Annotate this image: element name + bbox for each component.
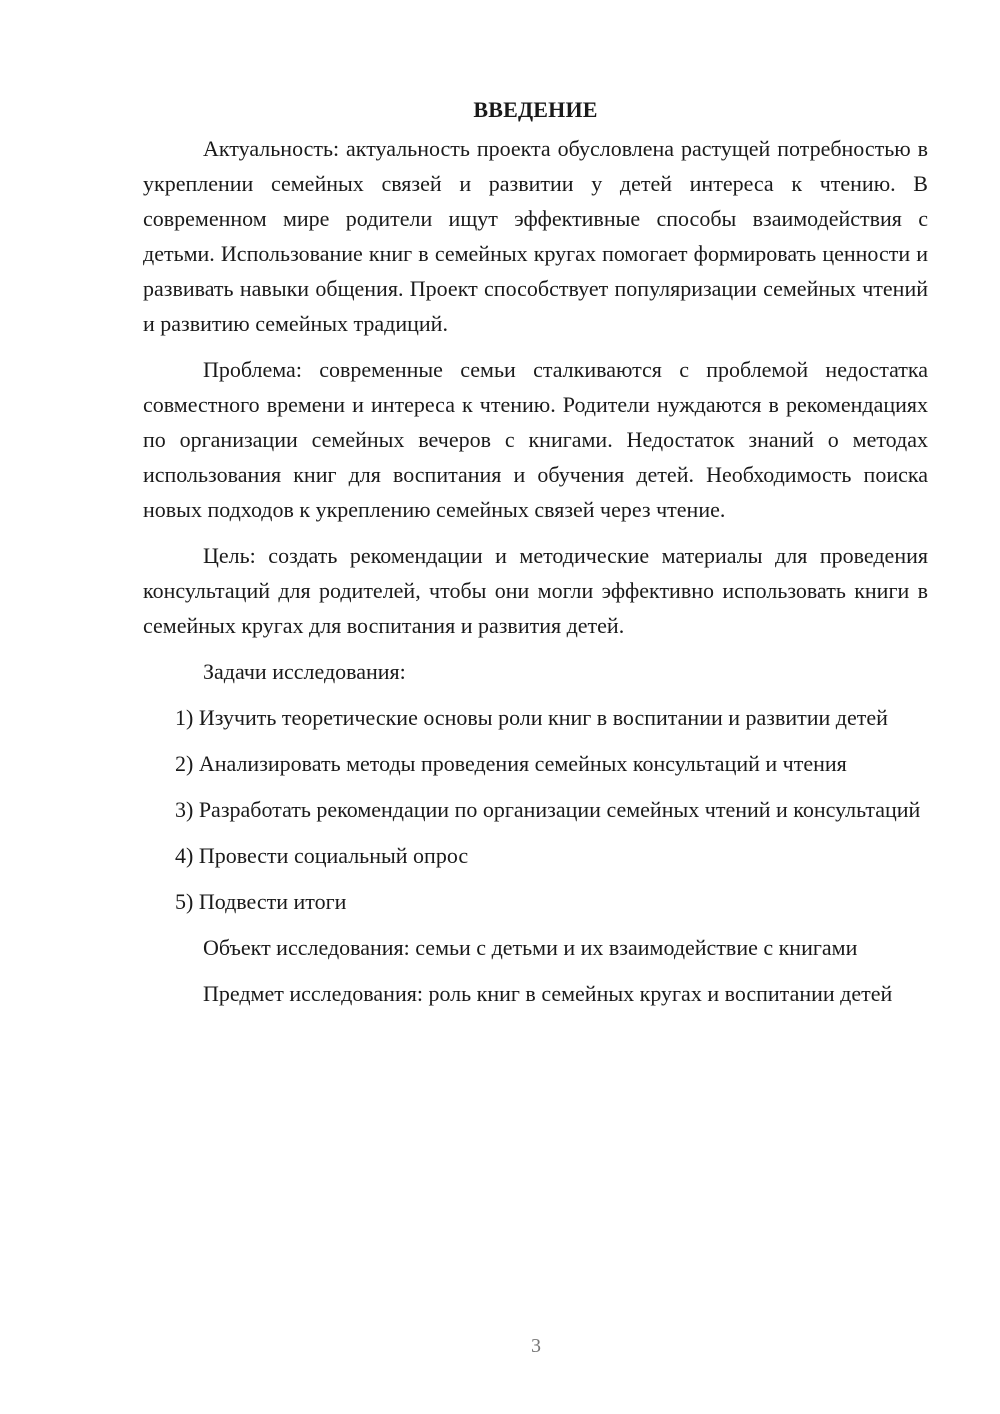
section-title: ВВЕДЕНИЕ <box>473 97 598 122</box>
object-paragraph: Объект исследования: семьи с детьми и их взаимодействие с книгами <box>203 935 858 960</box>
problem-paragraph: Проблема: современные семьи сталкиваются с проблемой недостатка совместного времени и интереса к чтению. Родители нуждаются в рекомендациях по организации семейных вечеров с книгами. Недостаток знаний о методах использования книг для воспитания и обучения детей. Необходимость поиска новых подходов к укреплению семейных связей через чтение. <box>143 357 928 522</box>
subject-paragraph: Предмет исследования: роль книг в семейных кругах и воспитании детей <box>203 981 893 1006</box>
task-item-1: 1) Изучить теоретические основы роли книг в воспитании и развитии детей <box>175 705 888 730</box>
goal-paragraph: Цель: создать рекомендации и методические материалы для проведения консультаций для родителей, чтобы они могли эффективно использовать книги в семейных кругах для воспитания и развития детей. <box>143 543 928 638</box>
task-item-5: 5) Подвести итоги <box>175 889 347 914</box>
task-item-4: 4) Провести социальный опрос <box>175 843 469 868</box>
relevance-paragraph: Актуальность: актуальность проекта обусловлена растущей потребностью в укреплении семейных связей и развитии у детей интереса к чтению. В современном мире родители ищут эффективные способы взаимодействия с детьми. Использование книг в семейных кругах помогает формировать ценности и развивать навыки общения. Проект способствует популяризации семейных чтений и развитию семейных традиций. <box>143 136 928 336</box>
page-number: 3 <box>531 1335 541 1357</box>
tasks-heading: Задачи исследования: <box>203 659 406 684</box>
task-item-3: 3) Разработать рекомендации по организации семейных чтений и консультаций <box>175 797 921 822</box>
page-content <box>143 92 928 1011</box>
task-item-2: 2) Анализировать методы проведения семейных консультаций и чтения <box>175 751 847 776</box>
